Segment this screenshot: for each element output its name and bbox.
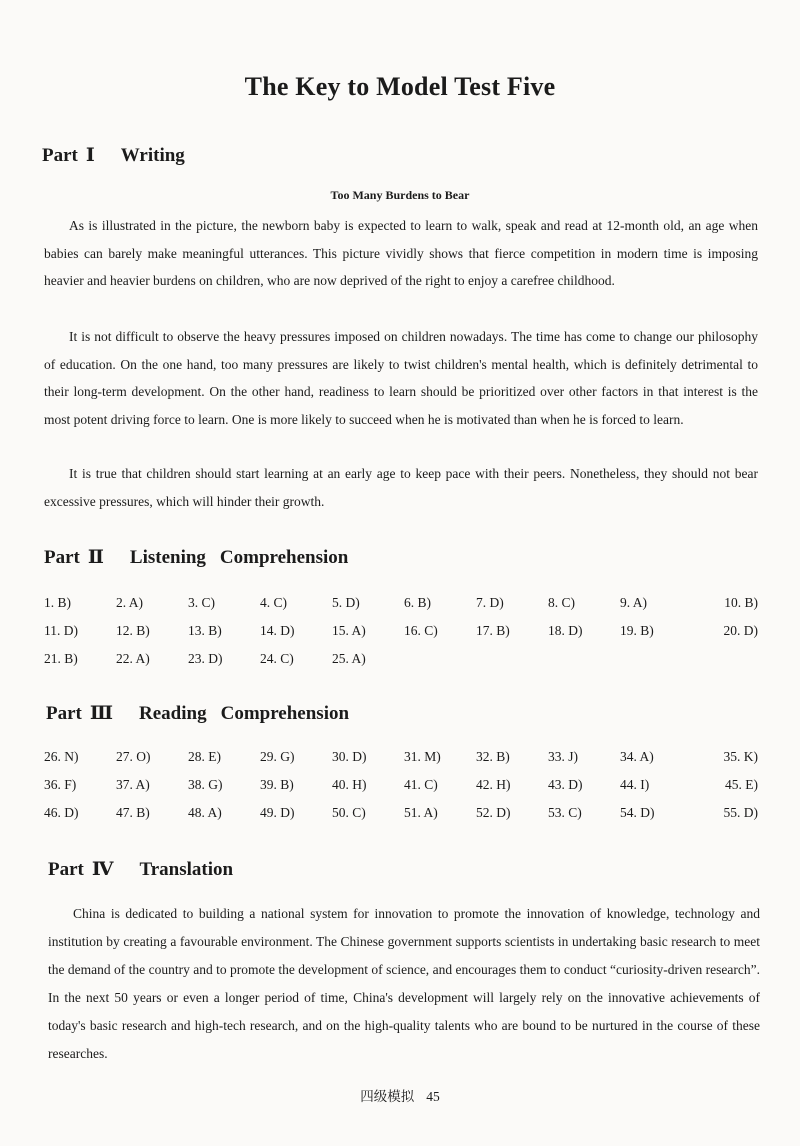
answer-item: 13. B) xyxy=(188,623,222,638)
essay-title: Too Many Burdens to Bear xyxy=(330,188,470,202)
answer-item: 31. M) xyxy=(404,749,441,764)
answer-item: 34. A) xyxy=(620,749,654,764)
part1-name: Writing xyxy=(120,145,185,166)
reading-answers-grid xyxy=(44,748,764,822)
answer-item: 49. D) xyxy=(260,805,295,820)
answer-item: 20. D) xyxy=(723,623,758,638)
answer-item: 2. A) xyxy=(116,595,143,610)
answer-item: 22. A) xyxy=(116,651,150,666)
translation-paragraph: China is dedicated to building a national system for innovation to promote the innovation of knowledge, technology and institution by creating a favourable environment. The Chinese government supports scientists in undertaking basic research to meet the demand of the country and to promote the development of science, and encourages them to conduct “curiosity-driven research”. In the next 50 years or even a longer period of time, China's development will largely rely on the innovative achievements of today's basic research and high-tech research, and on the high-quality talents who are bound to be nurtured in the course of these researches. xyxy=(48,906,760,1061)
answer-item: 39. B) xyxy=(260,777,294,792)
part4-roman: Ⅳ xyxy=(91,859,114,880)
answer-item: 29. G) xyxy=(260,749,295,764)
part2-name-1: Listening xyxy=(129,547,206,568)
page-title: The Key to Model Test Five xyxy=(244,72,556,101)
answer-item: 23. D) xyxy=(188,651,223,666)
answer-item: 44. I) xyxy=(620,777,650,792)
answer-item: 1. B) xyxy=(44,595,71,610)
part4-name: Translation xyxy=(139,859,234,880)
answer-item: 10. B) xyxy=(724,595,758,610)
part1-heading xyxy=(42,144,185,167)
answer-item: 30. D) xyxy=(332,749,367,764)
answer-item: 3. C) xyxy=(188,595,215,610)
answer-item: 47. B) xyxy=(116,805,150,820)
part2-label: Part xyxy=(44,547,80,568)
part3-heading xyxy=(46,702,349,725)
answer-item: 8. C) xyxy=(548,595,575,610)
answer-item: 46. D) xyxy=(44,805,79,820)
part3-roman: Ⅲ xyxy=(89,703,114,724)
answer-item: 52. D) xyxy=(476,805,511,820)
answer-item: 24. C) xyxy=(260,651,294,666)
essay-paragraph-1: As is illustrated in the picture, the newborn baby is expected to learn to walk, speak and read at 12-month old, an age when babies can barely make meaningful utterances. This picture vividly shows that fierce competition in modern time is imposing heavier and heavier burdens on children, who are now deprived of the right to enjoy a carefree childhood. xyxy=(44,218,758,288)
essay-paragraph-3: It is true that children should start learning at an early age to keep pace with their peers. Nonetheless, they should not bear excessive pressures, which will hinder their growth. xyxy=(44,466,758,509)
answer-item: 25. A) xyxy=(332,651,366,666)
answer-item: 15. A) xyxy=(332,623,366,638)
answer-item: 33. J) xyxy=(548,749,578,764)
part4-label: Part xyxy=(48,859,84,880)
page-footer xyxy=(0,1085,800,1105)
part1-roman: Ⅰ xyxy=(85,145,95,166)
part1-label: Part xyxy=(42,145,78,166)
answer-item: 21. B) xyxy=(44,651,78,666)
answer-item: 4. C) xyxy=(260,595,287,610)
answer-item: 18. D) xyxy=(548,623,583,638)
answer-item: 12. B) xyxy=(116,623,150,638)
part2-name-2: Comprehension xyxy=(219,547,349,568)
footer-label: 四级模拟 xyxy=(360,1089,415,1105)
answer-item: 51. A) xyxy=(404,805,438,820)
answer-item: 45. E) xyxy=(725,777,758,792)
answer-item: 37. A) xyxy=(116,777,150,792)
part3-label: Part xyxy=(46,703,82,724)
answer-item: 14. D) xyxy=(260,623,295,638)
answer-item: 28. E) xyxy=(188,749,221,764)
answer-item: 42. H) xyxy=(476,777,511,792)
answer-item: 17. B) xyxy=(476,623,510,638)
answer-item: 27. O) xyxy=(116,749,151,764)
answer-item: 41. C) xyxy=(404,777,438,792)
answer-item: 6. B) xyxy=(404,595,431,610)
answer-item: 55. D) xyxy=(723,805,758,820)
part3-name-2: Comprehension xyxy=(220,703,350,724)
answer-item: 38. G) xyxy=(188,777,223,792)
essay-paragraph-2: It is not difficult to observe the heavy pressures imposed on children nowadays. The time has come to change our philosophy of education. On the one hand, too many pressures are likely to twist children's mental health, which is definitely detrimental to their long-term development. On the other hand, readiness to learn should be prioritized over other factors in that interest is the most potent driving force to learn. One is more likely to succeed when he is motivated than when he is forced to learn. xyxy=(44,329,758,427)
answer-item: 5. D) xyxy=(332,595,360,610)
answer-item: 32. B) xyxy=(476,749,510,764)
answer-item: 48. A) xyxy=(188,805,222,820)
part2-roman: Ⅱ xyxy=(87,547,104,568)
answer-item: 7. D) xyxy=(476,595,504,610)
answer-item: 9. A) xyxy=(620,595,647,610)
answer-item: 54. D) xyxy=(620,805,655,820)
answer-item: 35. K) xyxy=(723,749,758,764)
part3-name-1: Reading xyxy=(139,703,207,724)
answer-item: 11. D) xyxy=(44,623,78,638)
answer-item: 16. C) xyxy=(404,623,438,638)
part4-heading xyxy=(48,858,233,881)
answer-item: 53. C) xyxy=(548,805,582,820)
answer-item: 50. C) xyxy=(332,805,366,820)
page-number: 45 xyxy=(426,1089,440,1104)
answer-item: 36. F) xyxy=(44,777,77,792)
listening-answers-grid xyxy=(44,594,764,668)
answer-item: 26. N) xyxy=(44,749,79,764)
part2-heading xyxy=(44,546,348,569)
answer-item: 40. H) xyxy=(332,777,367,792)
answer-item: 43. D) xyxy=(548,777,583,792)
answer-item: 19. B) xyxy=(620,623,654,638)
